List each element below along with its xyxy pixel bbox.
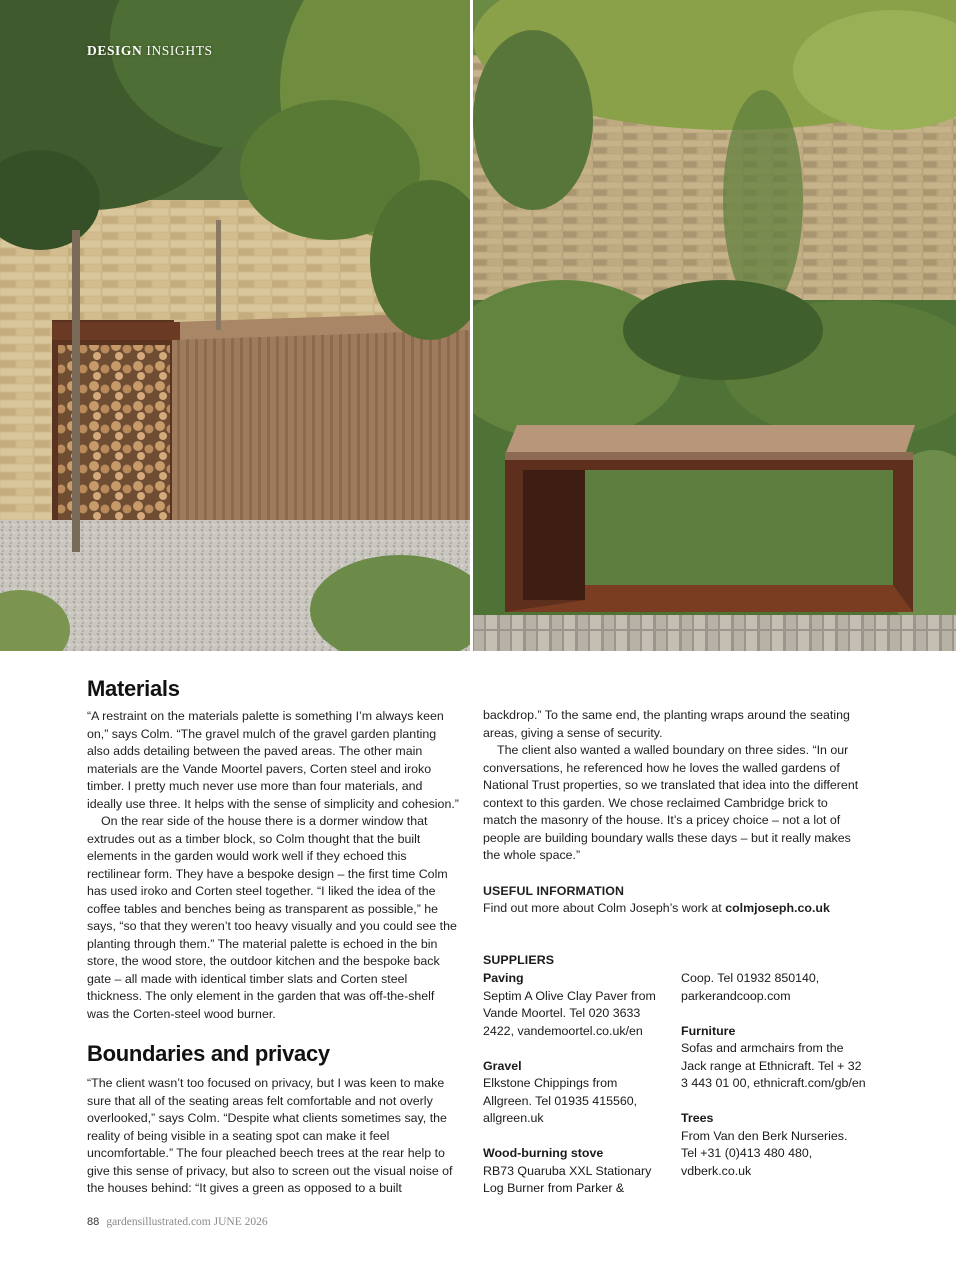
suppliers	[483, 952, 866, 1195]
supplier-paving-text: Septim A Olive Clay Paver from Vande Moortel. Tel 020 3633 2422, vandemoortel.co.uk/en	[483, 988, 656, 1038]
supplier-furniture-title: Furniture	[681, 1023, 736, 1038]
boundaries-paragraph-1: “The client wasn’t too focused on privacy, but I was keen to make sure that all of the seating areas felt comfortable and not overly overlooked,” says Colm. “Despite what clients sometimes say, the reality of being visible in a seating spot can make it feel uncomfortable.” The four pleached beech trees at the rear help to give this sense of privacy, but also to screen out the visual noise of the houses behind: “It gives a green as opposed to a built	[87, 1076, 453, 1195]
column-right	[483, 707, 863, 918]
useful-information-heading: USEFUL INFORMATION	[483, 883, 625, 898]
section-kicker	[87, 43, 213, 59]
suppliers-heading: SUPPLIERS	[483, 953, 555, 967]
boundaries-paragraph-2: The client also wanted a walled boundary on three sides. “In our conversations, he referenced how he loves the walled gardens of National Trust properties, so we translated that idea into the different context to this garden. We chose reclaimed Cambridge brick to match the masonry of the house. It’s a pricey choice – not a lot of people are building boundary walls these days – but it really makes the whole space.”	[483, 743, 859, 862]
supplier-stove-text: RB73 Quaruba XXL Stationary Log Burner from Parker &	[483, 1163, 652, 1195]
heading-materials: Materials	[87, 676, 180, 701]
column-left	[87, 676, 459, 1198]
footer-site-date: gardensillustrated.com JUNE 2026	[106, 1216, 268, 1228]
kicker-bold: DESIGN	[87, 43, 143, 58]
supplier-stove	[483, 1145, 663, 1198]
supplier-trees-text: From Van den Berk Nurseries. Tel +31 (0)413 480 480, vdberk.co.uk	[681, 1128, 848, 1178]
supplier-paving-title: Paving	[483, 971, 524, 985]
colmjoseph-link[interactable]: colmjoseph.co.uk	[725, 901, 830, 915]
photo-wood-store-image	[0, 0, 470, 651]
photo-wood-store	[0, 0, 470, 651]
useful-information-text	[483, 900, 863, 918]
photo-bench	[473, 0, 956, 651]
materials-paragraph-1: “A restraint on the materials palette is something I’m always keen on,” says Colm. “The gravel mulch of the gravel garden planting also adds detailing between the paved areas. The other main materials are the Vande Moortel pavers, Corten steel and iroko timber. I pretty much never use more than four materials, and ideally use three. It helps with the sense of simplicity and cohesion.”	[87, 709, 459, 811]
supplier-stove-title: Wood-burning stove	[483, 1146, 604, 1160]
suppliers-column-2	[681, 970, 866, 1198]
supplier-furniture	[681, 1023, 866, 1093]
useful-information	[483, 883, 863, 918]
supplier-trees	[681, 1110, 866, 1180]
page-number: 88	[87, 1216, 100, 1228]
materials-paragraph-2: On the rear side of the house there is a dormer window that extrudes out as a timber block, so Colm thought that the built elements in the garden would work well if they echoed this rectilinear form. They have a bespoke design – the first time Colm has used iroko and Corten steel together. “I liked the idea of the coffee tables and benches being as transparent as possible,” he says, “so that they weren’t too heavy visually and you could see the planting through them.” The material palette is echoed in the bin store, the wood store, the outdoor kitchen and the bespoke back gate – all made with identical timber slats and Corten steel thickness. The only element in the garden that was off-the-shelf was the Corten-steel wood burner.	[87, 814, 457, 1021]
supplier-trees-title: Trees	[681, 1111, 714, 1125]
supplier-stove-continued: Coop. Tel 01932 850140, parkerandcoop.com	[681, 971, 820, 1003]
supplier-gravel	[483, 1058, 663, 1128]
supplier-gravel-text: Elkstone Chippings from Allgreen. Tel 01935 415560, allgreen.uk	[483, 1076, 638, 1125]
kicker-light: INSIGHTS	[146, 43, 213, 58]
supplier-gravel-title: Gravel	[483, 1058, 522, 1073]
photo-bench-image	[473, 0, 956, 651]
suppliers-column-1	[483, 970, 663, 1215]
heading-boundaries: Boundaries and privacy	[87, 1041, 330, 1066]
page-footer	[87, 1216, 268, 1228]
boundaries-paragraph-1-continued: backdrop.” To the same end, the planting wraps around the seating areas, giving a sense of security.	[483, 708, 850, 740]
useful-information-body: Find out more about Colm Joseph’s work at	[483, 901, 726, 915]
supplier-furniture-text: Sofas and armchairs from the Jack range at Ethnicraft. Tel + 32 3 443 01 00, ethnicraft.com/gb/en	[681, 1041, 866, 1090]
supplier-paving	[483, 970, 663, 1040]
